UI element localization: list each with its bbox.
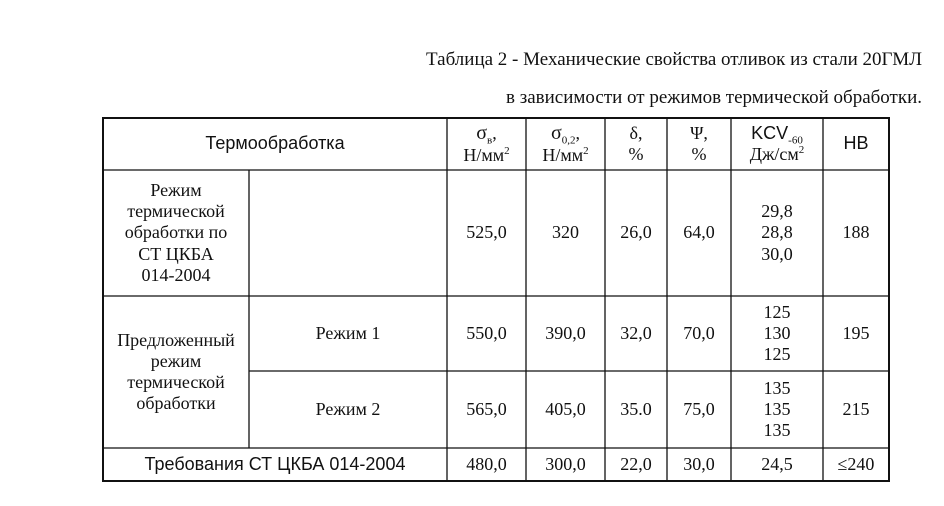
kcv-unit-sup: 2 — [798, 144, 805, 156]
standard-kcv-value: 30,0 — [761, 243, 793, 264]
sigma-b-sub: в — [487, 134, 493, 147]
mode1-kcv-value: 125 — [763, 301, 791, 322]
header-sigma-02 — [526, 118, 605, 170]
mode1-kcv-value: 130 — [763, 322, 791, 343]
proposed-label-line: режим — [150, 350, 202, 371]
header-psi — [667, 118, 731, 170]
standard-hb: 188 — [842, 222, 870, 243]
standard-delta: 26,0 — [620, 222, 652, 243]
kcv-sub: -60 — [788, 134, 803, 147]
requirements-sigma-b: 480,0 — [466, 453, 507, 474]
mode1-kcv — [731, 296, 823, 371]
requirements-kcv: 24,5 — [761, 453, 793, 474]
header-sigma-b — [447, 118, 526, 170]
proposed-label-line: Предложенный — [117, 329, 235, 350]
header-treatment: Термообработка — [205, 133, 345, 154]
sigma-b-unit-sup: 2 — [504, 145, 510, 158]
header-kcv — [731, 118, 823, 170]
standard-label-line: СТ ЦКБА — [138, 243, 214, 264]
header-hb: НВ — [843, 133, 869, 154]
requirements-hb: ≤240 — [837, 453, 875, 474]
standard-label-line: обработки по — [124, 222, 228, 243]
mode2-sigma-02: 405,0 — [545, 398, 586, 419]
mode2-kcv — [731, 371, 823, 448]
mode2-psi: 75,0 — [683, 398, 715, 419]
mode2-sigma-b: 565,0 — [466, 398, 507, 419]
psi-symbol: Ψ, — [690, 123, 708, 144]
mode1-label: Режим 1 — [315, 322, 381, 343]
standard-sigma-02: 320 — [552, 222, 579, 243]
mode1-psi: 70,0 — [683, 322, 715, 343]
header-delta — [605, 118, 667, 170]
standard-kcv — [731, 170, 823, 296]
sigma-02-unit: Н/мм — [542, 145, 584, 166]
requirements-psi: 30,0 — [683, 453, 715, 474]
mode2-kcv-value: 135 — [763, 398, 791, 419]
mode1-kcv-value: 125 — [763, 344, 791, 365]
delta-symbol: δ, — [629, 123, 643, 144]
sigma-02-unit-sup: 2 — [583, 145, 589, 158]
mode2-label: Режим 2 — [315, 398, 381, 419]
sigma-b-symbol: σ — [476, 122, 488, 145]
standard-label-line: Режим — [150, 179, 202, 200]
proposed-label-line: обработки — [136, 393, 216, 414]
standard-psi: 64,0 — [683, 222, 715, 243]
sigma-02-symbol: σ — [550, 122, 562, 145]
mode2-delta: 35.0 — [620, 398, 652, 419]
mode1-hb: 195 — [842, 322, 870, 343]
proposed-label — [103, 296, 249, 448]
delta-unit: % — [628, 144, 644, 164]
kcv-unit: Дж/см — [749, 144, 799, 164]
requirements-delta: 22,0 — [620, 453, 652, 474]
requirements-sigma-02: 300,0 — [545, 453, 586, 474]
standard-label-line: 014-2004 — [141, 264, 211, 285]
mode1-delta: 32,0 — [620, 322, 652, 343]
standard-sigma-b: 525,0 — [466, 222, 507, 243]
kcv-symbol: KCV — [751, 123, 789, 144]
proposed-label-line: термической — [127, 372, 225, 392]
mode1-sigma-02: 390,0 — [545, 322, 586, 343]
mode2-kcv-value: 135 — [763, 377, 791, 398]
mode1-sigma-b: 550,0 — [466, 322, 507, 343]
standard-kcv-value: 29,8 — [761, 201, 793, 222]
sigma-b-unit: Н/мм — [463, 145, 505, 166]
psi-unit: % — [691, 144, 707, 164]
mode2-hb: 215 — [842, 398, 870, 419]
standard-label-line: термической — [127, 201, 225, 222]
table-caption-line-1: Таблица 2 - Механические свойства отливок из стали 20ГМЛ — [426, 49, 922, 70]
table-caption-line-2: в зависимости от режимов термической обработки. — [505, 87, 922, 108]
sigma-02-sub: 0,2 — [561, 134, 576, 147]
sigma-b-tail: , — [492, 123, 497, 144]
mode2-kcv-value: 135 — [763, 420, 791, 441]
sigma-02-tail: , — [575, 123, 581, 144]
standard-label — [103, 170, 249, 296]
requirements-label: Требования СТ ЦКБА 014-2004 — [144, 453, 406, 474]
standard-kcv-value: 28,8 — [761, 222, 793, 243]
